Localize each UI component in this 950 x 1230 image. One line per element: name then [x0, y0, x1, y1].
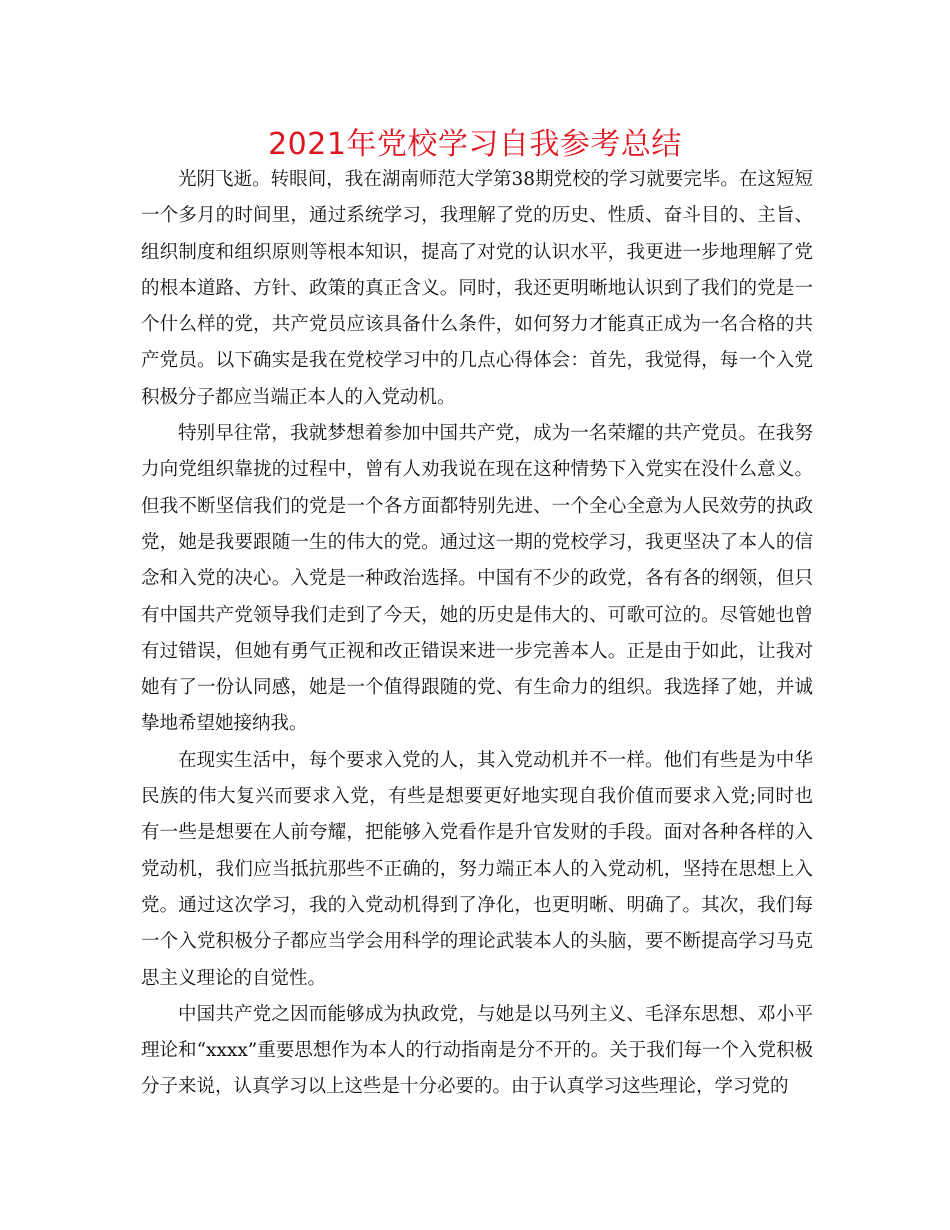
document-body — [141, 162, 813, 1106]
document-title: 2021年党校学习自我参考总结 — [268, 127, 682, 162]
paragraph-2: 特别早往常，我就梦想着参加中国共产党，成为一名荣耀的共产党员。在我努力向党组织靠拢的过程中，曾有人劝我说在现在这种情势下入党实在没什么意义。但我不断坚信我们的党是一个各方面都特别先进、一个全心全意为人民效劳的执政党，她是我要跟随一生的伟大的党。通过这一期的党校学习，我更坚决了本人的信念和入党的决心。入党是一种政治选择。中国有不少的政党，各有各的纲领，但只有中国共产党领导我们走到了今天，她的历史是伟大的、可歌可泣的。尽管她也曾有过错误，但她有勇气正视和改正错误来进一步完善本人。正是由于如此，让我对她有了一份认同感，她是一个值得跟随的党、有生命力的组织。我选择了她，并诚挚地希望她接纳我。 — [141, 423, 813, 735]
paragraph-4: 中国共产党之因而能够成为执政党，与她是以马列主义、毛泽东思想、邓小平理论和“xxxx”重要思想作为本人的行动指南是分不开的。关于我们每一个入党积极分子来说，认真学习以上这些是十分必要的。由于认真学习这些理论，学习党的 — [141, 1003, 813, 1098]
paragraph-3: 在现实生活中，每个要求入党的人，其入党动机并不一样。他们有些是为中华民族的伟大复兴而要求入党，有些是想要更好地实现自我价值而要求入党;同时也有一些是想要在人前夸耀，把能够入党看作是升官发财的手段。面对各种各样的入党动机，我们应当抵抗那些不正确的，努力端正本人的入党动机，坚持在思想上入党。通过这次学习，我的入党动机得到了净化，也更明晰、明确了。其次，我们每一个入党积极分子都应当学会用科学的理论武装本人的头脑，要不断提高学习马克思主义理论的自觉性。 — [141, 749, 813, 989]
paragraph-1: 光阴飞逝。转眼间，我在湖南师范大学第38期党校的学习就要完毕。在这短短一个多月的时间里，通过系统学习，我理解了党的历史、性质、奋斗目的、主旨、组织制度和组织原则等根本知识，提高了对党的认识水平，我更进一步地理解了党的根本道路、方针、政策的真正含义。同时，我还更明晰地认识到了我们的党是一个什么样的党，共产党员应该具备什么条件，如何努力才能真正成为一名合格的共产党员。以下确实是我在党校学习中的几点心得体会：首先，我觉得，每一个入党积极分子都应当端正本人的入党动机。 — [141, 169, 813, 408]
